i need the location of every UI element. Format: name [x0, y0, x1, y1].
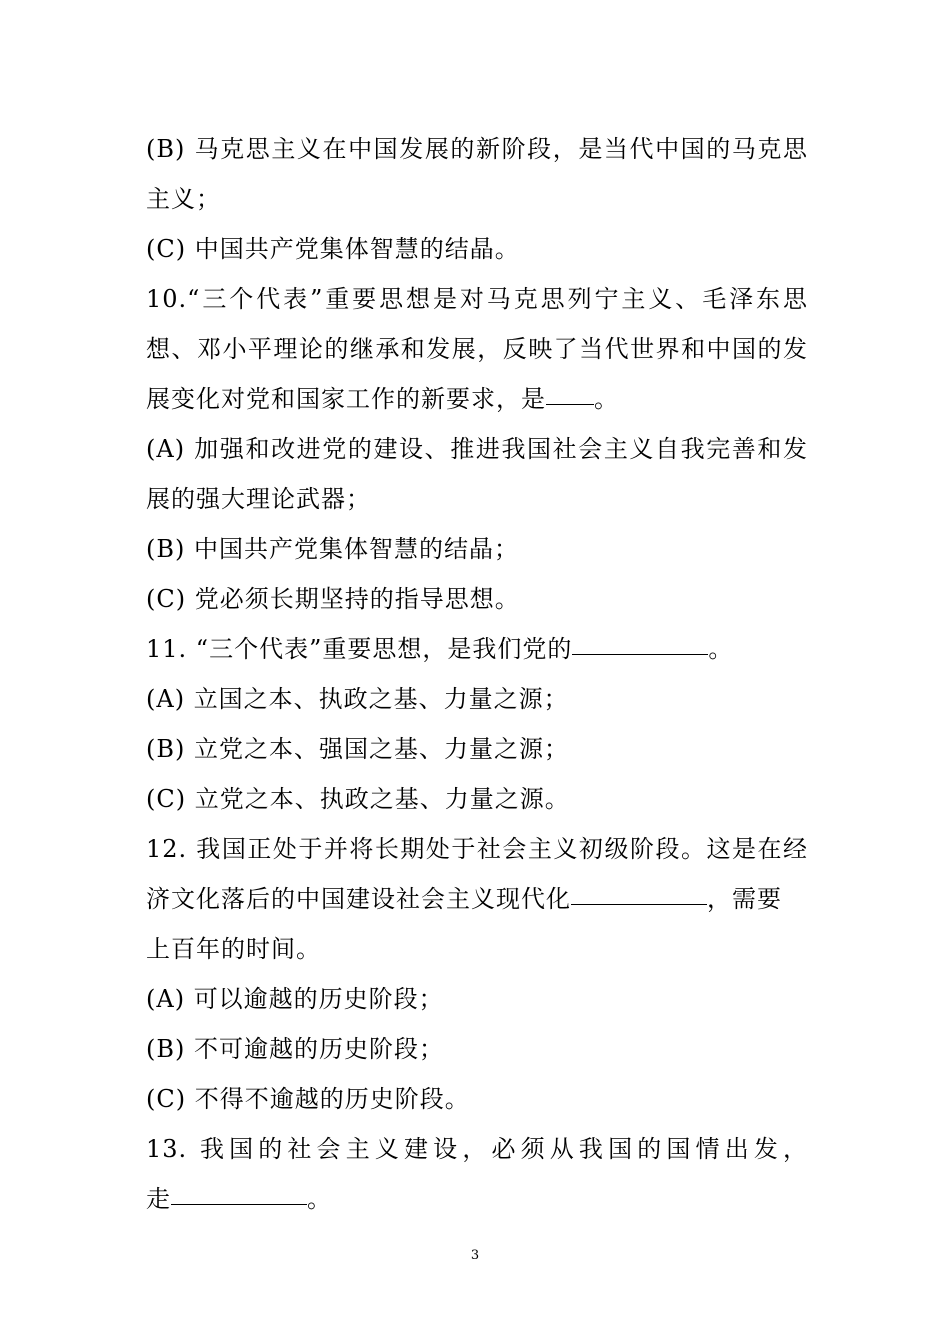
text-line: 上百年的时间。: [146, 935, 321, 963]
option-c-line: (C) 立党之本、执政之基、力量之源。: [146, 785, 570, 813]
text-line: (B) 马克思主义在中国发展的新阶段，是当代中国的马克思: [146, 135, 808, 163]
text-line: [146, 874, 808, 924]
question-10-line: 10.“三个代表”重要思想是对马克思列宁主义、毛泽东思: [146, 285, 808, 313]
text-line: [146, 1174, 808, 1224]
text-line: 展的强大理论武器；: [146, 485, 371, 513]
answer-blank: [572, 626, 708, 655]
text-line: (C) 中国共产党集体智慧的结晶。: [146, 235, 520, 263]
option-a-line: (A) 可以逾越的历史阶段；: [146, 985, 444, 1013]
answer-blank: [171, 1176, 307, 1205]
option-b-line: (B) 立党之本、强国之基、力量之源；: [146, 735, 569, 763]
text-fragment: 。: [708, 635, 734, 663]
page-number: 3: [470, 1248, 480, 1263]
option-b-line: (B) 不可逾越的历史阶段；: [146, 1035, 444, 1063]
question-13-line: 13. 我国的社会主义建设，必须从我国的国情出发，: [146, 1135, 808, 1163]
text-fragment: 走: [146, 1185, 171, 1213]
text-fragment: ，需要: [707, 885, 782, 913]
text-fragment: 11. “三个代表”重要思想，是我们党的: [146, 635, 573, 663]
text-fragment: 。: [594, 385, 619, 413]
option-b-line: (B) 中国共产党集体智慧的结晶；: [146, 535, 519, 563]
page-content: [146, 124, 808, 1224]
option-c-line: (C) 党必须长期坚持的指导思想。: [146, 585, 520, 613]
option-a-line: (A) 加强和改进党的建设、推进我国社会主义自我完善和发: [146, 435, 808, 463]
text-fragment: 展变化对党和国家工作的新要求，是: [146, 385, 546, 413]
text-fragment: 济文化落后的中国建设社会主义现代化: [146, 885, 571, 913]
question-11-line: [146, 624, 808, 674]
answer-blank: [571, 876, 707, 905]
question-12-line: 12. 我国正处于并将长期处于社会主义初级阶段。这是在经: [146, 835, 808, 863]
answer-blank: [546, 376, 594, 405]
text-line: 想、邓小平理论的继承和发展，反映了当代世界和中国的发: [146, 335, 808, 363]
option-a-line: (A) 立国之本、执政之基、力量之源；: [146, 685, 569, 713]
option-c-line: (C) 不得不逾越的历史阶段。: [146, 1085, 470, 1113]
text-fragment: 。: [307, 1185, 332, 1213]
text-line: [146, 374, 808, 424]
text-line: 主义；: [146, 185, 221, 213]
